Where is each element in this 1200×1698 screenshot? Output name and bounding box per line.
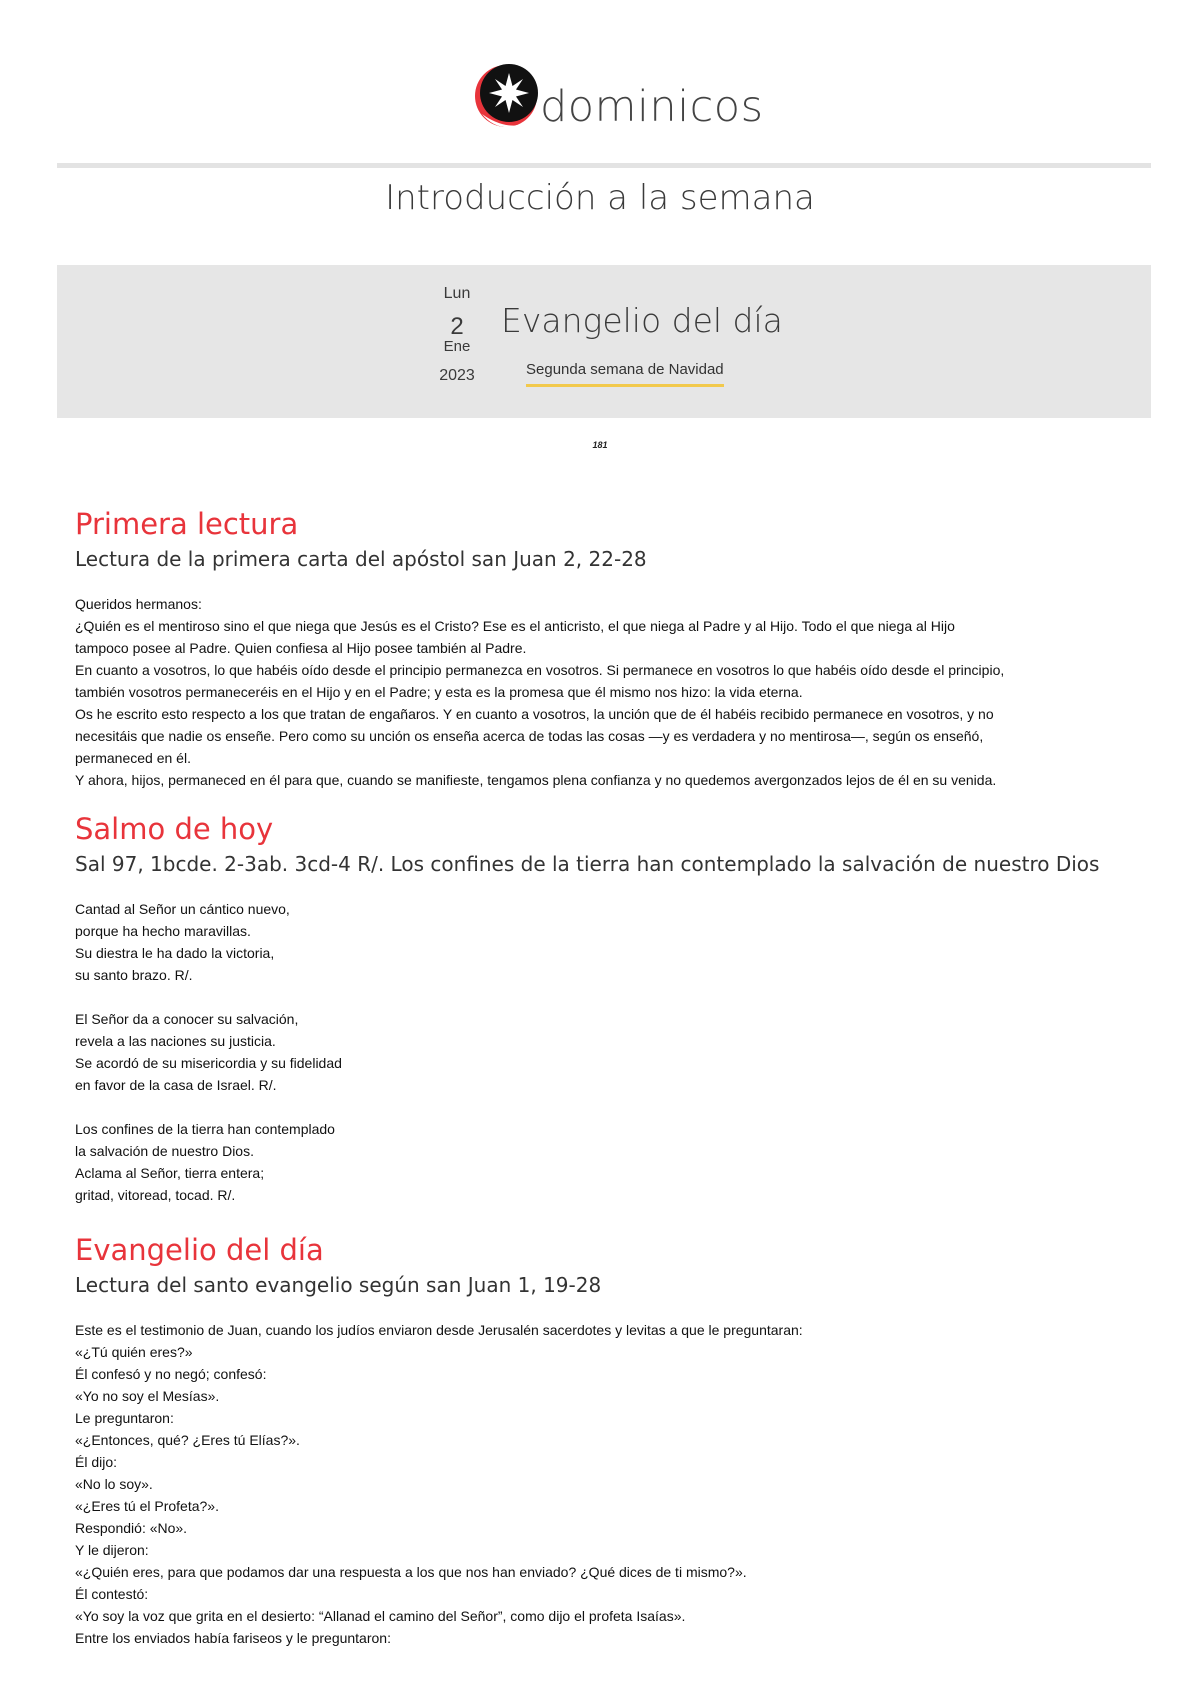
section-salmo — [75, 812, 1135, 1206]
psalm-line: la salvación de nuestro Dios. — [75, 1143, 254, 1159]
psalm-line: en favor de la casa de Israel. R/. — [75, 1077, 277, 1093]
gospel-line: «No lo soy». — [75, 1476, 153, 1492]
section-subtitle: Sal 97, 1bcde. 2-3ab. 3cd-4 R/. Los confines de la tierra han contemplado la salvación de nuestro Dios — [75, 852, 1100, 876]
reading-line: también vosotros permaneceréis en el Hijo y en el Padre; y esta es la promesa que él mismo nos hizo: la vida eterna. — [75, 684, 803, 700]
reading-body — [75, 593, 1135, 791]
date-banner — [57, 265, 1151, 418]
banner-title: Evangelio del día — [501, 301, 783, 340]
gospel-line: Respondió: «No». — [75, 1520, 188, 1536]
liturgical-week-link[interactable]: Segunda semana de Navidad — [526, 361, 724, 387]
gospel-line: «¿Eres tú el Profeta?». — [75, 1498, 219, 1514]
reading-line: necesitáis que nadie os enseñe. Pero como su unción os enseña acerca de todas las cosas —y es verdadera y no mentirosa—, según os enseñó, — [75, 728, 984, 744]
section-primera-lectura — [75, 507, 1135, 791]
date-year: 2023 — [439, 367, 475, 384]
psalm-stanza — [75, 1008, 1135, 1096]
psalm-line: su santo brazo. R/. — [75, 967, 193, 983]
site-header — [0, 60, 1200, 140]
psalm-line: Cantad al Señor un cántico nuevo, — [75, 901, 290, 917]
gospel-line: Él dijo: — [75, 1454, 118, 1470]
reading-line: Y ahora, hijos, permaneced en él para que, cuando se manifieste, tengamos plena confianza y no quedemos avergonzados lejos de él en su venida. — [75, 772, 997, 788]
logo[interactable] — [468, 60, 764, 138]
section-heading: Salmo de hoy — [75, 812, 274, 846]
date-day-of-week: Lun — [443, 285, 471, 302]
psalm-line: revela a las naciones su justicia. — [75, 1033, 276, 1049]
gospel-line: Entre los enviados había fariseos y le preguntaron: — [75, 1630, 391, 1646]
psalm-line: Se acordó de su misericordia y su fidelidad — [75, 1055, 342, 1071]
gospel-line: «Yo no soy el Mesías». — [75, 1388, 220, 1404]
reading-line: En cuanto a vosotros, lo que habéis oído desde el principio permanezca en vosotros. Si permanece en vosotros lo que habéis oído desde el principio, — [75, 662, 1005, 678]
gospel-line: «¿Entonces, qué? ¿Eres tú Elías?». — [75, 1432, 300, 1448]
gospel-line: «¿Tú quién eres?» — [75, 1344, 193, 1360]
gospel-line: Este es el testimonio de Juan, cuando los judíos enviaron desde Jerusalén sacerdotes y levitas a que le preguntaran: — [75, 1322, 803, 1338]
date-month: Ene — [443, 338, 471, 355]
psalm-line: gritad, vitoread, tocad. R/. — [75, 1187, 236, 1203]
brand-name: dominicos — [540, 82, 764, 132]
psalm-line: Los confines de la tierra han contemplado — [75, 1121, 335, 1137]
section-heading: Evangelio del día — [75, 1233, 324, 1267]
page-title: Introducción a la semana — [385, 178, 815, 218]
section-subtitle: Lectura del santo evangelio según san Juan 1, 19-28 — [75, 1273, 602, 1297]
gospel-line: Y le dijeron: — [75, 1542, 149, 1558]
gospel-line: Le preguntaron: — [75, 1410, 174, 1426]
reading-line: tampoco posee al Padre. Quien confiesa al Hijo posee también al Padre. — [75, 640, 527, 656]
reading-line: permaneced en él. — [75, 750, 191, 766]
section-subtitle: Lectura de la primera carta del apóstol san Juan 2, 22-28 — [75, 547, 647, 571]
psalm-line: Aclama al Señor, tierra entera; — [75, 1165, 265, 1181]
psalm-line: porque ha hecho maravillas. — [75, 923, 251, 939]
gospel-line: «Yo soy la voz que grita en el desierto: “Allanad el camino del Señor”, como dijo el profeta Isaías». — [75, 1608, 686, 1624]
date-day: 2 — [450, 313, 464, 340]
reading-line: Queridos hermanos: — [75, 596, 202, 612]
section-heading: Primera lectura — [75, 507, 299, 541]
header-divider — [57, 163, 1151, 168]
gospel-line: Él contestó: — [75, 1586, 149, 1602]
reading-line: Os he escrito esto respecto a los que tratan de engañaros. Y en cuanto a vosotros, la unción que de él habéis recibido permanece en vosotros, y no — [75, 706, 994, 722]
gospel-line: «¿Quién eres, para que podamos dar una respuesta a los que nos han enviado? ¿Qué dices de ti mismo?». — [75, 1564, 747, 1580]
gospel-body — [75, 1319, 1135, 1649]
small-mark: 181 — [592, 440, 608, 450]
dominicos-logo-icon — [468, 62, 540, 134]
psalm-stanza — [75, 898, 1135, 986]
date-block — [417, 279, 497, 385]
section-evangelio — [75, 1233, 1135, 1649]
psalm-stanza — [75, 1118, 1135, 1206]
psalm-body — [75, 898, 1135, 1206]
gospel-line: Él confesó y no negó; confesó: — [75, 1366, 267, 1382]
reading-line: ¿Quién es el mentiroso sino el que niega que Jesús es el Cristo? Ese es el anticristo, el que niega al Padre y al Hijo. Todo el que niega al Hijo — [75, 618, 955, 634]
psalm-line: Su diestra le ha dado la victoria, — [75, 945, 275, 961]
psalm-line: El Señor da a conocer su salvación, — [75, 1011, 299, 1027]
